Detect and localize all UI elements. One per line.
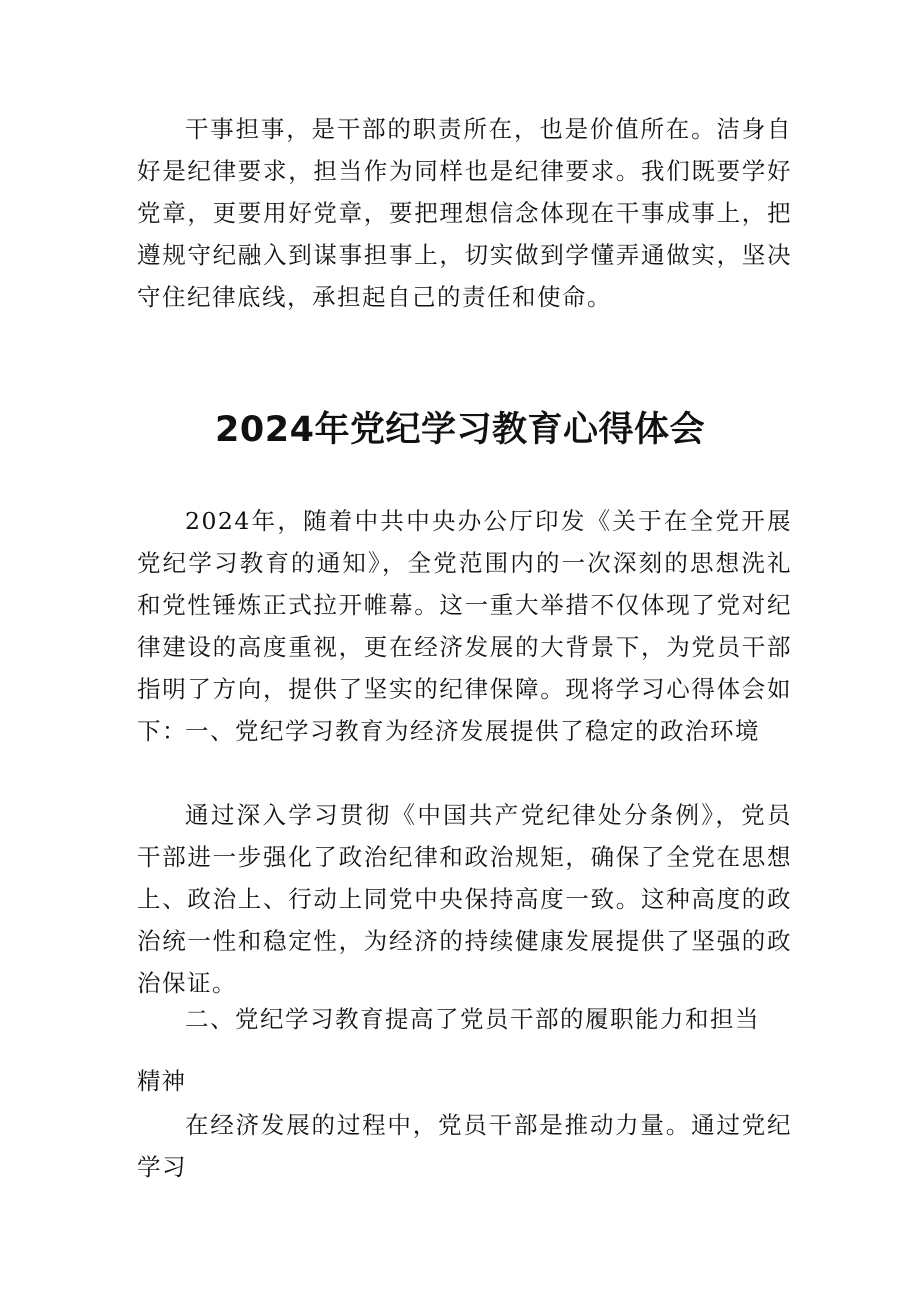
opening-paragraph: 2024年，随着中共中央办公厅印发《关于在全党开展党纪学习教育的通知》，全党范围内的一次深刻的思想洗礼和党性锤炼正式拉开帷幕。这一重大举措不仅体现了党对纪律建设的高度重视，更在经济发展的大背景下，为党员干部指明了方向，提供了坚实的纪律保障。现将学习心得体会如下： xyxy=(137,507,792,745)
intro-paragraph: 干事担事，是干部的职责所在，也是价值所在。洁身自好是纪律要求，担当作为同样也是纪律要求。我们既要学好党章，更要用好党章，要把理想信念体现在干事成事上，把遵规守纪融入到谋事担事上，切实做到学懂弄通做实，坚决守住纪律底线，承担起自己的责任和使命。 xyxy=(137,115,792,311)
section-1-heading: 一、党纪学习教育为经济发展提供了稳定的政治环境 xyxy=(185,717,760,745)
section-1-body: 通过深入学习贯彻《中国共产党纪律处分条例》，党员干部进一步强化了政治纪律和政治规矩，确保了全党在思想上、政治上、行动上同党中央保持高度一致。这种高度的政治统一性和稳定性，为经济的持续健康发展提供了坚强的政治保证。 xyxy=(137,801,792,997)
section-2-body: 在经济发展的过程中，党员干部是推动力量。通过党纪学习 xyxy=(137,1111,792,1181)
section-2-heading-continuation: 精神 xyxy=(137,1067,186,1095)
document-title: 2024年党纪学习教育心得体会 xyxy=(215,410,705,450)
section-2-heading: 二、党纪学习教育提高了党员干部的履职能力和担当 xyxy=(185,1005,760,1033)
